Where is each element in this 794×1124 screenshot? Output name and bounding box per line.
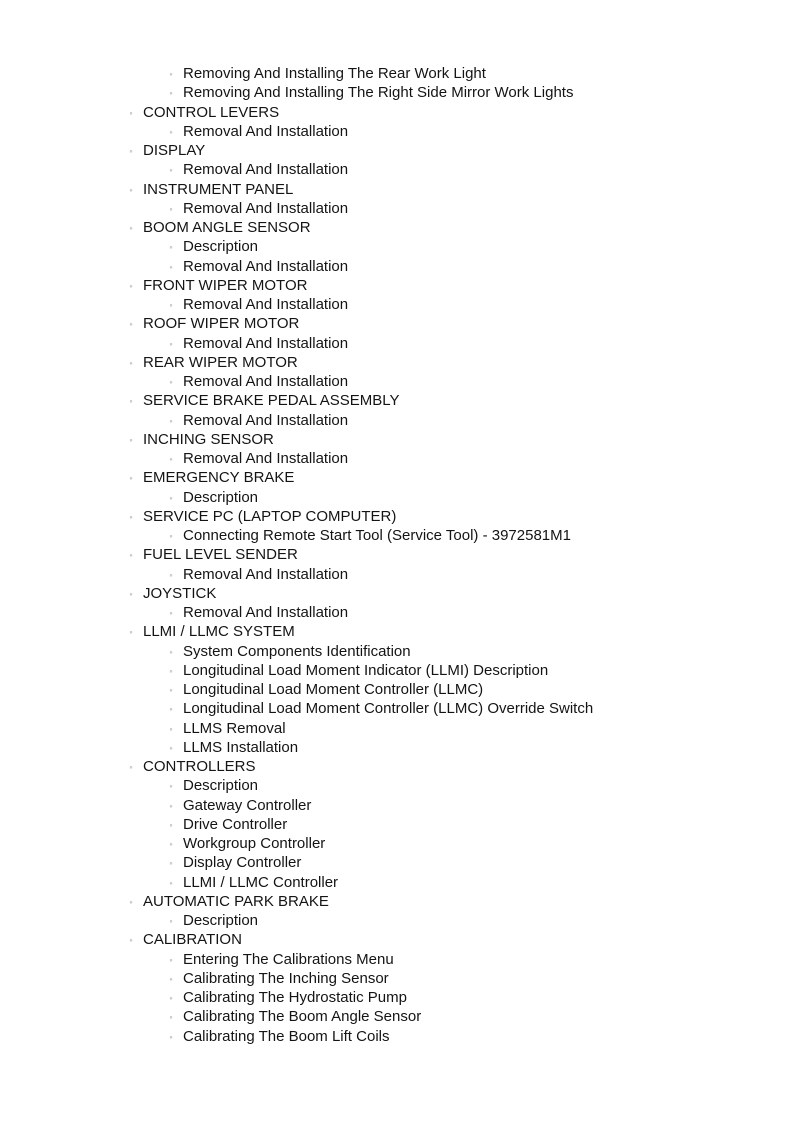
- toc-item-label: FUEL LEVEL SENDER: [143, 546, 298, 564]
- toc-item-label: CONTROLLERS: [143, 758, 256, 775]
- circle-bullet-icon: ◦: [169, 203, 173, 214]
- toc-subsection-item[interactable]: [0, 565, 794, 584]
- circle-bullet-icon: ◦: [169, 126, 173, 137]
- circle-bullet-icon: ◦: [169, 646, 173, 657]
- toc-item-label: Removal And Installation: [183, 199, 349, 217]
- toc-section-item[interactable]: [0, 757, 794, 776]
- toc-subsection-item[interactable]: [0, 873, 794, 892]
- circle-bullet-icon: ◦: [129, 434, 133, 445]
- toc-item-label: Calibrating The Boom Angle Sensor: [183, 1008, 422, 1026]
- toc-section-item[interactable]: [0, 391, 794, 410]
- toc-subsection-item[interactable]: [0, 449, 794, 468]
- toc-subsection-item[interactable]: [0, 1007, 794, 1026]
- toc-section-item[interactable]: [0, 430, 794, 449]
- toc-subsection-item[interactable]: [0, 64, 794, 83]
- circle-bullet-icon: ◦: [169, 454, 173, 464]
- toc-item-label: Removal And Installation: [183, 161, 349, 179]
- toc-item-label: Removal And Installation: [183, 122, 349, 140]
- toc-item-label: Display Controller: [183, 854, 302, 872]
- toc-item-label: LLMI / LLMC SYSTEM: [143, 623, 295, 641]
- toc-section-item[interactable]: [0, 218, 794, 237]
- circle-bullet-icon: ◦: [169, 69, 173, 79]
- toc-item-label: Removal And Installation: [183, 411, 349, 429]
- toc-item-label: Removal And Installation: [183, 257, 349, 275]
- toc-subsection-item[interactable]: [0, 237, 794, 256]
- toc-subsection-item[interactable]: [0, 1027, 794, 1046]
- toc-subsection-item[interactable]: [0, 834, 794, 853]
- circle-bullet-icon: ◦: [169, 531, 173, 541]
- toc-item-label: Removal And Installation: [183, 604, 349, 621]
- toc-subsection-item[interactable]: [0, 199, 794, 218]
- circle-bullet-icon: ◦: [129, 896, 133, 907]
- toc-item-label: Description: [183, 777, 259, 795]
- circle-bullet-icon: ◦: [129, 357, 133, 368]
- circle-bullet-icon: ◦: [169, 665, 173, 676]
- toc-subsection-item[interactable]: [0, 160, 794, 179]
- toc-subsection-item[interactable]: [0, 334, 794, 353]
- toc-subsection-item[interactable]: [0, 815, 794, 834]
- toc-item-label: Gateway Controller: [183, 796, 312, 814]
- toc-item-label: LLMI / LLMC Controller: [183, 873, 339, 891]
- toc-item-label: Longitudinal Load Moment Indicator (LLMI) Description: [183, 661, 549, 679]
- toc-subsection-item[interactable]: [0, 969, 794, 988]
- toc-section-item[interactable]: [0, 180, 794, 199]
- toc-subsection-item[interactable]: [0, 372, 794, 391]
- circle-bullet-icon: ◦: [169, 954, 173, 965]
- toc-subsection-item[interactable]: [0, 257, 794, 276]
- toc-subsection-item[interactable]: [0, 699, 794, 718]
- toc-subsection-item[interactable]: [0, 122, 794, 141]
- toc-subsection-item[interactable]: [0, 526, 794, 545]
- toc-item-label: Calibrating The Hydrostatic Pump: [183, 989, 407, 1006]
- toc-item-label: Workgroup Controller: [183, 835, 326, 852]
- circle-bullet-icon: ◦: [169, 338, 173, 349]
- toc-item-label: Removal And Installation: [183, 373, 349, 390]
- circle-bullet-icon: ◦: [129, 280, 133, 291]
- circle-bullet-icon: ◦: [169, 685, 173, 695]
- circle-bullet-icon: ◦: [129, 146, 133, 156]
- toc-item-label: JOYSTICK: [143, 584, 217, 602]
- toc-item-label: SERVICE BRAKE PEDAL ASSEMBLY: [143, 392, 400, 410]
- toc-item-label: Removing And Installing The Rear Work Light: [183, 65, 486, 82]
- toc-subsection-item[interactable]: [0, 738, 794, 757]
- toc-item-label: Description: [183, 912, 259, 929]
- toc-item-label: EMERGENCY BRAKE: [143, 469, 295, 487]
- toc-subsection-item[interactable]: [0, 411, 794, 430]
- circle-bullet-icon: ◦: [169, 858, 173, 869]
- toc-item-label: Longitudinal Load Moment Controller (LLMC) Override Switch: [183, 700, 594, 718]
- toc-section-item[interactable]: [0, 930, 794, 949]
- toc-subsection-item[interactable]: [0, 661, 794, 680]
- toc-item-label: System Components Identification: [183, 642, 411, 660]
- toc-subsection-item[interactable]: [0, 642, 794, 661]
- toc-item-label: CONTROL LEVERS: [143, 103, 280, 121]
- circle-bullet-icon: ◦: [169, 300, 173, 310]
- toc-section-item[interactable]: [0, 622, 794, 641]
- toc-section-item[interactable]: [0, 545, 794, 564]
- toc-item-label: Calibrating The Inching Sensor: [183, 969, 389, 987]
- toc-subsection-item[interactable]: [0, 776, 794, 795]
- toc-item-label: FRONT WIPER MOTOR: [143, 276, 308, 294]
- circle-bullet-icon: ◦: [169, 261, 173, 272]
- toc-subsection-item[interactable]: [0, 83, 794, 102]
- circle-bullet-icon: ◦: [129, 473, 133, 484]
- circle-bullet-icon: ◦: [169, 1031, 173, 1042]
- toc-item-label: Description: [183, 488, 259, 506]
- table-of-contents: [0, 64, 794, 1046]
- toc-item-label: LLMS Installation: [183, 738, 299, 756]
- toc-subsection-item[interactable]: [0, 680, 794, 699]
- circle-bullet-icon: ◦: [169, 704, 173, 715]
- toc-subsection-item[interactable]: [0, 295, 794, 314]
- toc-item-label: Entering The Calibrations Menu: [183, 950, 394, 968]
- circle-bullet-icon: ◦: [129, 396, 133, 407]
- circle-bullet-icon: ◦: [129, 550, 133, 561]
- toc-section-item[interactable]: [0, 584, 794, 603]
- toc-subsection-item[interactable]: [0, 488, 794, 507]
- toc-item-label: LLMS Removal: [183, 719, 286, 737]
- toc-subsection-item[interactable]: [0, 988, 794, 1007]
- toc-section-item[interactable]: [0, 507, 794, 526]
- toc-item-label: BOOM ANGLE SENSOR: [143, 219, 311, 236]
- circle-bullet-icon: ◦: [129, 588, 133, 599]
- toc-item-label: Removal And Installation: [183, 296, 349, 313]
- circle-bullet-icon: ◦: [169, 877, 173, 888]
- toc-item-label: Removal And Installation: [183, 450, 349, 467]
- toc-item-label: AUTOMATIC PARK BRAKE: [143, 892, 329, 910]
- toc-item-label: SERVICE PC (LAPTOP COMPUTER): [143, 507, 397, 525]
- toc-item-label: Drive Controller: [183, 815, 288, 833]
- toc-subsection-item[interactable]: [0, 853, 794, 872]
- toc-item-label: Description: [183, 238, 259, 256]
- toc-item-label: Removal And Installation: [183, 334, 349, 352]
- circle-bullet-icon: ◦: [169, 569, 173, 580]
- circle-bullet-icon: ◦: [169, 781, 173, 792]
- circle-bullet-icon: ◦: [169, 608, 173, 618]
- toc-subsection-item[interactable]: [0, 796, 794, 815]
- toc-subsection-item[interactable]: [0, 719, 794, 738]
- circle-bullet-icon: ◦: [169, 973, 173, 984]
- circle-bullet-icon: ◦: [169, 165, 173, 176]
- circle-bullet-icon: ◦: [129, 511, 133, 522]
- circle-bullet-icon: ◦: [169, 819, 173, 830]
- circle-bullet-icon: ◦: [129, 319, 133, 330]
- toc-item-label: Removal And Installation: [183, 565, 349, 583]
- circle-bullet-icon: ◦: [129, 223, 133, 233]
- toc-subsection-item[interactable]: [0, 911, 794, 930]
- circle-bullet-icon: ◦: [129, 107, 133, 118]
- circle-bullet-icon: ◦: [169, 800, 173, 811]
- circle-bullet-icon: ◦: [129, 627, 133, 638]
- circle-bullet-icon: ◦: [129, 184, 133, 195]
- circle-bullet-icon: ◦: [169, 742, 173, 753]
- toc-item-label: CALIBRATION: [143, 931, 242, 949]
- circle-bullet-icon: ◦: [169, 377, 173, 387]
- toc-item-label: Connecting Remote Start Tool (Service Tool) - 3972581M1: [183, 527, 571, 544]
- circle-bullet-icon: ◦: [169, 993, 173, 1003]
- circle-bullet-icon: ◦: [169, 415, 173, 426]
- toc-section-item[interactable]: [0, 276, 794, 295]
- circle-bullet-icon: ◦: [169, 723, 173, 734]
- circle-bullet-icon: ◦: [169, 88, 173, 99]
- toc-section-item[interactable]: [0, 103, 794, 122]
- toc-section-item[interactable]: [0, 353, 794, 372]
- toc-item-label: REAR WIPER MOTOR: [143, 353, 298, 371]
- toc-item-label: DISPLAY: [143, 142, 206, 159]
- circle-bullet-icon: ◦: [169, 492, 173, 503]
- toc-section-item[interactable]: [0, 314, 794, 333]
- toc-section-item[interactable]: [0, 892, 794, 911]
- circle-bullet-icon: ◦: [129, 935, 133, 946]
- toc-section-item[interactable]: [0, 468, 794, 487]
- circle-bullet-icon: ◦: [169, 242, 173, 253]
- circle-bullet-icon: ◦: [169, 839, 173, 849]
- toc-subsection-item[interactable]: [0, 603, 794, 622]
- circle-bullet-icon: ◦: [129, 762, 133, 772]
- toc-item-label: INCHING SENSOR: [143, 430, 274, 448]
- toc-item-label: Calibrating The Boom Lift Coils: [183, 1027, 390, 1045]
- toc-item-label: INSTRUMENT PANEL: [143, 180, 294, 198]
- toc-item-label: Longitudinal Load Moment Controller (LLMC): [183, 681, 484, 698]
- circle-bullet-icon: ◦: [169, 1012, 173, 1023]
- toc-item-label: ROOF WIPER MOTOR: [143, 315, 300, 333]
- toc-item-label: Removing And Installing The Right Side Mirror Work Lights: [183, 84, 574, 102]
- toc-subsection-item[interactable]: [0, 950, 794, 969]
- circle-bullet-icon: ◦: [169, 916, 173, 926]
- toc-section-item[interactable]: [0, 141, 794, 160]
